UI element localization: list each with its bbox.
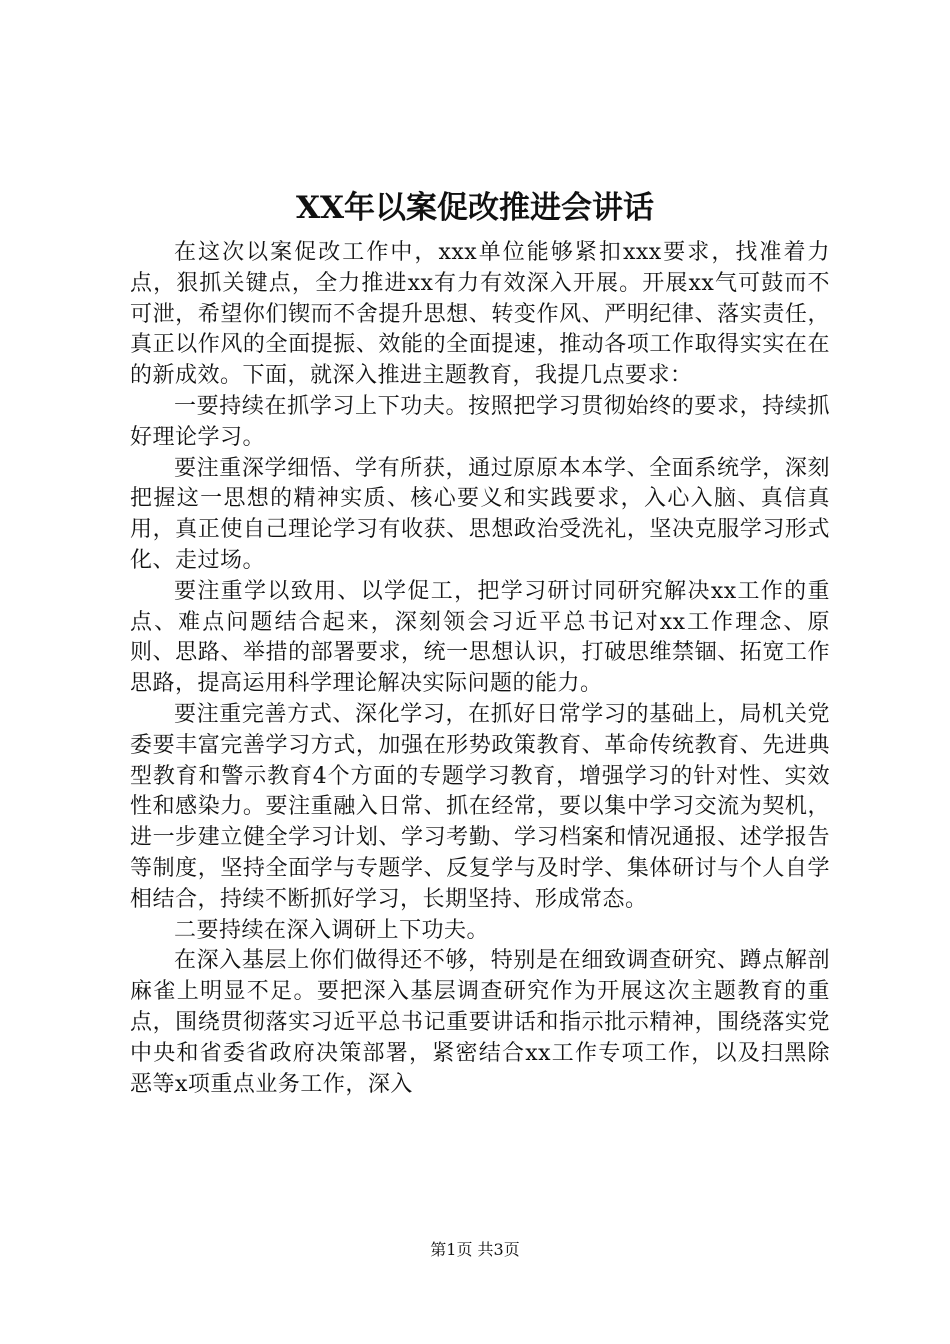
paragraph-point-one-heading: 一要持续在抓学习上下功夫。按照把学习贯彻始终的要求，持续抓好理论学习。 bbox=[130, 393, 830, 450]
paragraph-improve-methods: 要注重完善方式、深化学习，在抓好日常学习的基础上，局机关党委要丰富完善学习方式，加强在形势政策教育、革命传统教育、先进典型教育和警示教育4个方面的专题学习教育，增强学习的针对性、实效性和感染力。要注重融入日常、抓在经常，要以集中学习交流为契机，进一步建立健全学习计划、学习考勤、学习档案和情况通报、述学报告等制度，坚持全面学与专题学、反复学与及时学、集体研讨与个人自学相结合，持续不断抓好学习，长期坚持、形成常态。 bbox=[130, 701, 830, 912]
page-number-indicator: 第1页 共3页 bbox=[430, 1240, 520, 1259]
paragraph-deep-study: 要注重深学细悟、学有所获，通过原原本本学、全面系统学，深刻把握这一思想的精神实质、核心要义和实践要求，入心入脑、真信真用，真正使自己理论学习有收获、思想政治受洗礼，坚决克服学习形式化、走过场。 bbox=[130, 455, 830, 573]
page-footer bbox=[0, 1239, 950, 1261]
paragraph-intro: 在这次以案促改工作中，xxx单位能够紧扣xxx要求，找准着力点，狠抓关键点，全力推进xx有力有效深入开展。开展xx气可鼓而不可泄，希望你们锲而不舍提升思想、转变作风、严明纪律、落实责任，真正以作风的全面提振、效能的全面提速，推动各项工作取得实实在在的新成效。下面，就深入推进主题教育，我提几点要求： bbox=[130, 240, 830, 389]
paragraph-apply-learning: 要注重学以致用、以学促工，把学习研讨同研究解决xx工作的重点、难点问题结合起来，深刻领会习近平总书记对xx工作理念、原则、思路、举措的部署要求，统一思想认识，打破思维禁锢、拓宽工作思路，提高运用科学理论解决实际问题的能力。 bbox=[130, 578, 830, 697]
paragraph-point-two-heading: 二要持续在深入调研上下功夫。 bbox=[174, 917, 490, 943]
document-title: XX年以案促改推进会讲话 bbox=[295, 190, 655, 226]
document-body bbox=[130, 238, 830, 1100]
paragraph-grassroots-research: 在深入基层上你们做得还不够，特别是在细致调查研究、蹲点解剖麻雀上明显不足。要把深入基层调查研究作为开展这次主题教育的重点，围绕贯彻落实习近平总书记重要讲话和指示批示精神，围绕落实党中央和省委省政府决策部署，紧密结合xx工作专项工作，以及扫黑除恶等x项重点业务工作，深入 bbox=[130, 948, 830, 1097]
